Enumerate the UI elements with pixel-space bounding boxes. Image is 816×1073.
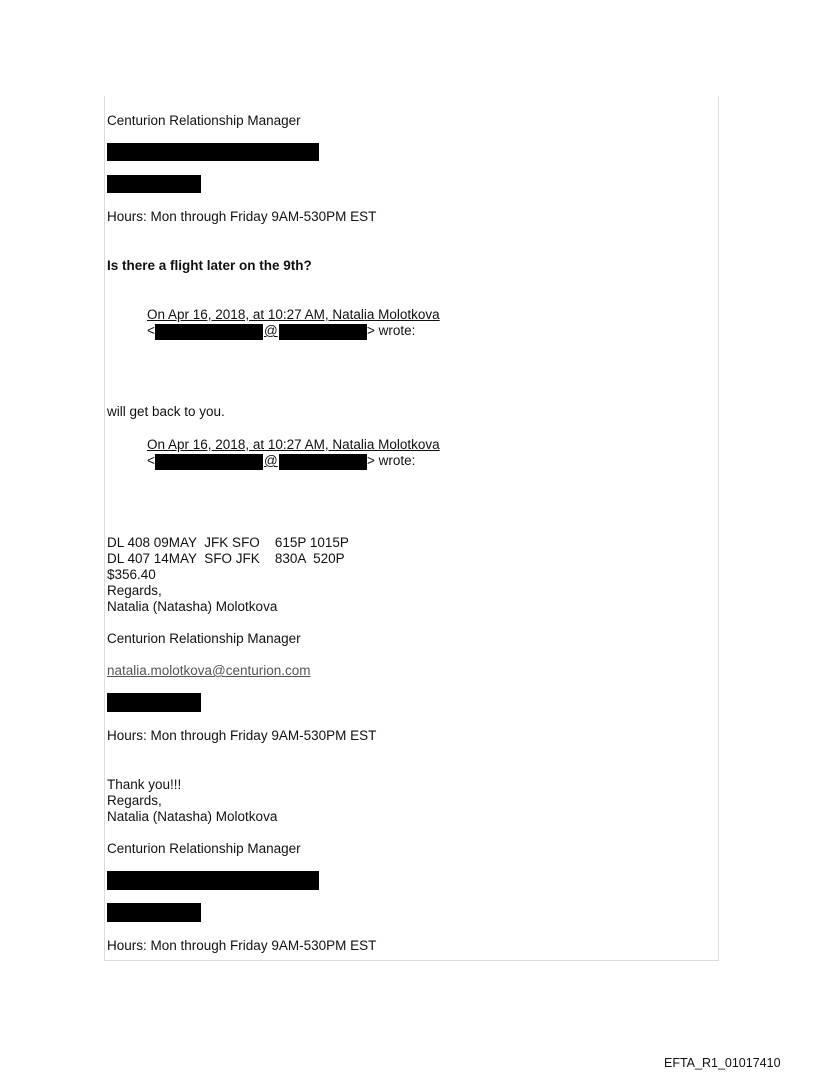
signature-title: Centurion Relationship Manager	[107, 631, 301, 646]
redaction-bar	[107, 871, 319, 890]
email-body-frame	[104, 96, 719, 961]
redaction-bar	[155, 454, 263, 470]
sender-name: Natalia (Natasha) Molotkova	[107, 599, 278, 614]
regards-text: Regards,	[107, 793, 162, 808]
redaction-bar	[107, 903, 201, 922]
hours-text: Hours: Mon through Friday 9AM-530PM EST	[107, 938, 377, 953]
question-text: Is there a flight later on the 9th?	[107, 258, 312, 273]
email-link[interactable]: natalia.molotkova@centurion.com	[107, 663, 311, 678]
sender-name: Natalia (Natasha) Molotkova	[107, 809, 278, 824]
thanks-text: Thank you!!!	[107, 777, 182, 792]
signature-title: Centurion Relationship Manager	[107, 841, 301, 856]
hours-text: Hours: Mon through Friday 9AM-530PM EST	[107, 209, 377, 224]
redaction-bar	[107, 175, 201, 193]
redaction-bar	[155, 324, 263, 340]
quote-wrote: > wrote:	[367, 453, 416, 468]
regards-text: Regards,	[107, 583, 162, 598]
reply-text: will get back to you.	[107, 404, 225, 419]
redaction-bar	[107, 143, 319, 161]
quote-header-text: On Apr 16, 2018, at 10:27 AM, Natalia Molotkova	[147, 437, 440, 452]
quote-at: @	[264, 453, 278, 468]
quote-lt: <	[147, 323, 155, 338]
quote-header	[147, 437, 440, 453]
quote-header	[147, 307, 440, 323]
hours-text: Hours: Mon through Friday 9AM-530PM EST	[107, 728, 377, 743]
redaction-bar	[279, 454, 367, 470]
signature-title: Centurion Relationship Manager	[107, 113, 301, 128]
itinerary-line: DL 408 09MAY JFK SFO 615P 1015P	[107, 535, 349, 550]
quote-wrote: > wrote:	[367, 323, 416, 338]
document-id: EFTA_R1_01017410	[664, 1056, 781, 1070]
quote-at: @	[264, 323, 278, 338]
itinerary-line: DL 407 14MAY SFO JFK 830A 520P	[107, 551, 345, 566]
quote-header-text: On Apr 16, 2018, at 10:27 AM, Natalia Molotkova	[147, 307, 440, 322]
price-text: $356.40	[107, 567, 156, 582]
redaction-bar	[107, 693, 201, 712]
redaction-bar	[279, 324, 367, 340]
quote-lt: <	[147, 453, 155, 468]
